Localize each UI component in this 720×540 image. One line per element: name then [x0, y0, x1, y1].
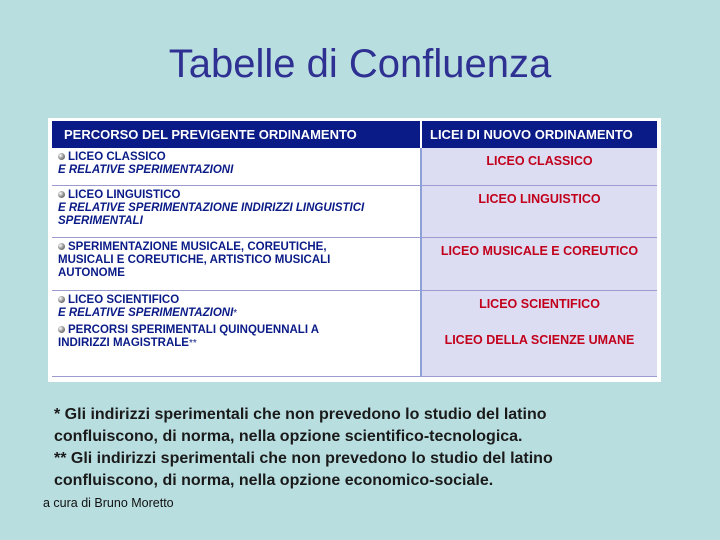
old-path-cell: LICEO LINGUISTICO E RELATIVE SPERIMENTAZIONE INDIRIZZI LINGUISTICI SPERIMENTALI [52, 185, 421, 237]
table-row [52, 148, 657, 185]
bullet-icon [58, 243, 65, 250]
new-liceo-cell: LICEO LINGUISTICO [421, 185, 657, 237]
table-row [52, 237, 657, 290]
bullet-icon [58, 191, 65, 198]
table-row [52, 290, 657, 376]
slide-title: Tabelle di Confluenza [168, 42, 552, 86]
table-row [52, 185, 657, 237]
table-header-row [52, 121, 657, 148]
footnote-line: confluiscono, di norma, nella opzione economico-sociale. [54, 472, 494, 489]
author-credit: a cura di Bruno Moretto [43, 496, 174, 510]
footnote-line: * Gli indirizzi sperimentali che non prevedono lo studio del latino [54, 406, 547, 423]
old-path-cell: SPERIMENTAZIONE MUSICALE, COREUTICHE, MUSICALI E COREUTICHE, ARTISTICO MUSICALI AUTONOME [52, 237, 421, 290]
footnote-line: ** Gli indirizzi sperimentali che non prevedono lo studio del latino [54, 450, 553, 467]
confluence-table [48, 118, 661, 382]
old-path-cell: LICEO SCIENTIFICO E RELATIVE SPERIMENTAZIONI* PERCORSI SPERIMENTALI QUINQUENNALI A INDIRIZZI MAGISTRALE** [52, 290, 421, 376]
bullet-icon [58, 296, 65, 303]
footnotes [54, 404, 674, 492]
footnote-line: confluiscono, di norma, nella opzione scientifico-tecnologica. [54, 428, 523, 445]
new-liceo-cell: LICEO SCIENTIFICO LICEO DELLA SCIENZE UMANE [421, 290, 657, 376]
old-path-cell: LICEO CLASSICO E RELATIVE SPERIMENTAZIONI [52, 148, 421, 185]
new-liceo-cell: LICEO MUSICALE E COREUTICO [421, 237, 657, 290]
new-liceo-cell: LICEO CLASSICO [421, 148, 657, 185]
bullet-icon [58, 326, 65, 333]
header-old-system: PERCORSO DEL PREVIGENTE ORDINAMENTO [52, 121, 421, 148]
header-new-system: LICEI DI NUOVO ORDINAMENTO [421, 121, 657, 148]
bullet-icon [58, 153, 65, 160]
